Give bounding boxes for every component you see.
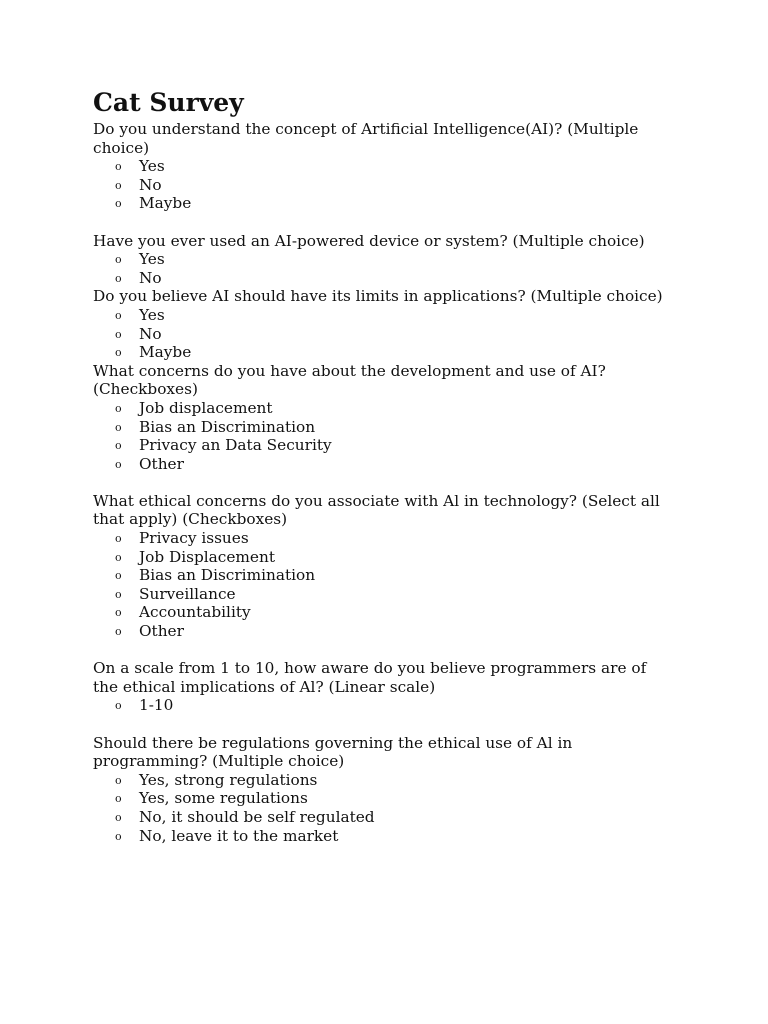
option-item [93,585,693,604]
bullet-icon: o [115,606,122,620]
option-item [93,306,693,325]
question-5-options [93,529,693,641]
option-label: Other [139,454,184,473]
option-label: No [139,324,162,343]
bullet-icon: o [115,550,122,564]
bullet-icon: o [115,327,122,341]
option-item [93,622,693,641]
question-4-options [93,399,693,473]
option-item [93,771,693,790]
question-1-text: Do you understand the concept of Artificial Intelligence(AI)? (Multiple choice) [93,120,639,157]
option-item [93,176,693,195]
option-label: No [139,175,162,194]
document-title: Cat Survey [93,88,244,117]
question-6-text: On a scale from 1 to 10, how aware do you believe programmers are of the ethical implications of Al? (Linear scale) [93,659,647,696]
option-label: Job displacement [139,398,273,417]
option-label: Privacy issues [139,529,249,548]
option-item [93,789,693,808]
question-7-options [93,771,693,845]
option-label: 1-10 [139,696,174,715]
blank-line [93,213,693,232]
bullet-icon: o [115,271,122,285]
option-item [93,603,693,622]
bullet-icon: o [115,346,122,360]
bullet-icon: o [115,625,122,639]
option-label: Other [139,622,184,641]
option-item [93,548,693,567]
bullet-icon: o [115,792,122,806]
option-item [93,436,693,455]
question-2-text: Have you ever used an AI-powered device or system? (Multiple choice) [93,231,645,250]
option-label: Maybe [139,194,192,213]
bullet-icon: o [115,439,122,453]
bullet-icon: o [115,532,122,546]
option-label: Yes [139,305,165,324]
option-label: Yes [139,250,165,269]
bullet-icon: o [115,587,122,601]
bullet-icon: o [115,308,122,322]
option-label: Bias an Discrimination [139,417,316,436]
question-3-text: Do you believe AI should have its limits in applications? (Multiple choice) [93,287,663,306]
blank-line [93,641,693,660]
document-page [93,86,693,845]
bullet-icon: o [115,810,122,824]
option-label: No, leave it to the market [139,826,339,845]
option-item [93,157,693,176]
question-6-options [93,696,693,715]
option-label: Yes [139,157,165,176]
option-label: Bias an Discrimination [139,566,316,585]
bullet-icon: o [115,699,122,713]
question-4-text: What concerns do you have about the development and use of AI? (Checkboxes) [93,361,606,399]
blank-line [93,473,693,492]
bullet-icon: o [115,401,122,415]
option-label: Yes, some regulations [139,789,308,808]
blank-line [93,715,693,734]
option-item [93,529,693,548]
bullet-icon: o [115,420,122,434]
option-item [93,399,693,418]
question-1-options [93,157,693,213]
option-item [93,343,693,362]
bullet-icon: o [115,457,122,471]
option-item [93,250,693,269]
option-item [93,455,693,474]
option-label: Surveillance [139,584,236,603]
option-item [93,325,693,344]
bullet-icon: o [115,253,122,267]
bullet-icon: o [115,569,122,583]
option-item [93,194,693,213]
option-item [93,808,693,827]
option-label: Yes, strong regulations [139,770,318,789]
option-label: Job Displacement [139,547,275,566]
option-item [93,696,693,715]
option-label: Accountability [139,603,251,622]
question-7-text: Should there be regulations governing the ethical use of Al in programming? (Multiple choice) [93,733,573,771]
option-item [93,566,693,585]
question-5-text: What ethical concerns do you associate with Al in technology? (Select all that apply) (Checkboxes) [93,491,660,529]
bullet-icon: o [115,773,122,787]
option-label: Maybe [139,343,192,362]
bullet-icon: o [115,178,122,192]
option-item [93,269,693,288]
option-item [93,418,693,437]
option-label: No [139,268,162,287]
question-2-options [93,250,693,287]
option-label: No, it should be self regulated [139,807,375,826]
bullet-icon: o [115,160,122,174]
option-item [93,827,693,846]
question-3-options [93,306,693,362]
bullet-icon: o [115,829,122,843]
bullet-icon: o [115,197,122,211]
option-label: Privacy an Data Security [139,436,332,455]
